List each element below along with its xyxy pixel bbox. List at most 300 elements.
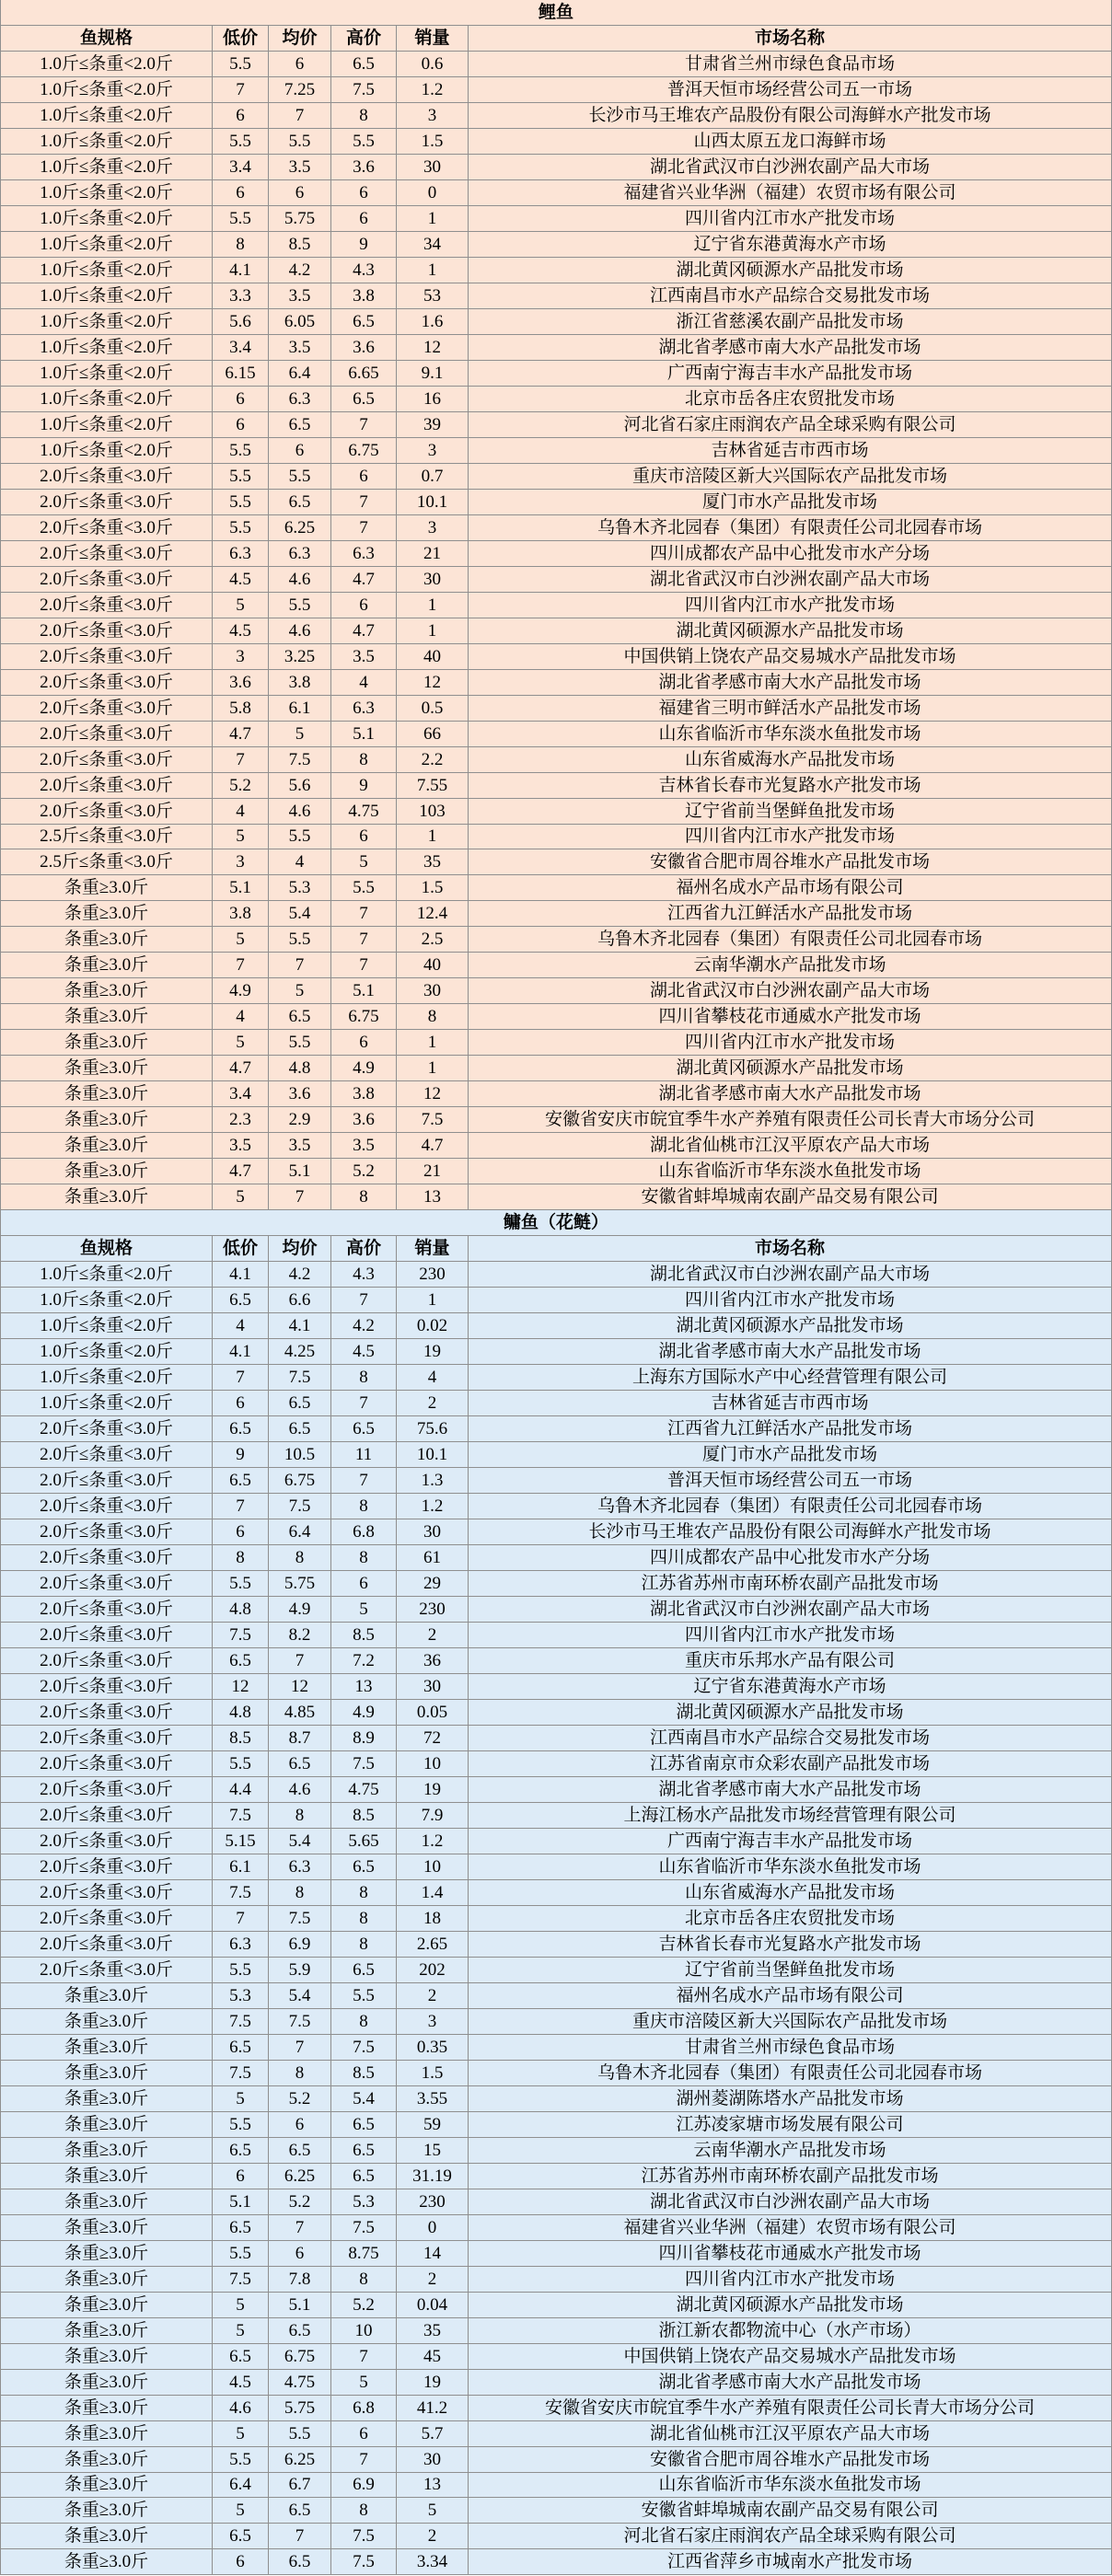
avg-price-cell: 5.5 [269, 2421, 331, 2446]
market-name-cell: 福建省三明市鲜活水产品批发市场 [658, 698, 921, 718]
spec-cell: 1.0斤≤条重<2.0斤 [1, 1391, 213, 1415]
volume-cell: 0.04 [397, 2293, 469, 2317]
market-name-cell: 福州名成水产品市场有限公司 [676, 1985, 904, 2005]
low-price-cell: 7 [213, 1906, 269, 1931]
avg-price-cell: 6 [269, 2112, 331, 2137]
low-price-cell: 7 [213, 747, 269, 772]
table-row [1, 1932, 1111, 1958]
table-row [1, 180, 1111, 206]
volume-cell: 1.6 [397, 309, 469, 334]
volume-cell: 2 [397, 1983, 469, 2008]
high-price-cell: 7 [331, 901, 397, 926]
avg-price-cell: 6.75 [269, 2344, 331, 2369]
table-row [1, 2189, 1111, 2215]
high-price-cell: 6 [331, 593, 397, 618]
high-price-cell: 7.5 [331, 1751, 397, 1776]
table-row [1, 567, 1111, 593]
volume-cell: 7.9 [397, 1803, 469, 1828]
market-name-cell: 湖北黄冈硕源水产品批发市场 [676, 260, 904, 280]
avg-price-cell: 8 [269, 1545, 331, 1570]
spec-cell: 1.0斤≤条重<2.0斤 [1, 387, 213, 411]
low-price-cell: 4.1 [213, 1339, 269, 1364]
table-row [1, 1571, 1111, 1597]
volume-cell: 0.35 [397, 2035, 469, 2060]
high-price-cell: 7 [331, 1468, 397, 1493]
high-price-cell: 6.8 [331, 2396, 397, 2420]
high-price-cell: 7 [331, 927, 397, 952]
high-price-cell: 5.65 [331, 1829, 397, 1854]
low-price-cell: 4 [213, 1004, 269, 1029]
spec-cell: 2.0斤≤条重<3.0斤 [1, 1700, 213, 1725]
table-row [1, 849, 1111, 875]
avg-price-cell: 7.5 [269, 2009, 331, 2034]
header-spec: 鱼规格 [1, 1236, 213, 1261]
table-row [1, 464, 1111, 490]
spec-cell: 条重≥3.0斤 [1, 1133, 213, 1158]
volume-cell: 103 [397, 799, 469, 824]
low-price-cell: 5.5 [213, 515, 269, 540]
high-price-cell: 3.8 [331, 1081, 397, 1106]
volume-cell: 19 [397, 1339, 469, 1364]
table-row [1, 2112, 1111, 2138]
spec-cell: 1.0斤≤条重<2.0斤 [1, 1339, 213, 1364]
volume-cell: 18 [397, 1906, 469, 1931]
table-row [1, 2138, 1111, 2164]
high-price-cell: 4.3 [331, 1262, 397, 1287]
high-price-cell: 7 [331, 953, 397, 977]
market-name-cell: 山东省威海水产品批发市场 [684, 749, 895, 769]
volume-cell: 4 [397, 1365, 469, 1390]
low-price-cell: 5.1 [213, 875, 269, 900]
table-row [1, 927, 1111, 953]
high-price-cell: 4.7 [331, 618, 397, 643]
high-price-cell: 6.5 [331, 1416, 397, 1441]
high-price-cell: 8 [331, 1184, 397, 1209]
volume-cell: 1 [397, 258, 469, 283]
table-row [1, 1184, 1111, 1210]
market-name-cell: 辽宁省东港黄海水产市场 [693, 234, 886, 254]
low-price-cell: 5 [213, 1030, 269, 1055]
avg-price-cell: 7.8 [269, 2267, 331, 2292]
spec-cell: 1.0斤≤条重<2.0斤 [1, 77, 213, 102]
avg-price-cell: 5.4 [269, 901, 331, 926]
low-price-cell: 6.5 [213, 2215, 269, 2240]
spec-cell: 2.0斤≤条重<3.0斤 [1, 1880, 213, 1905]
table-row [1, 515, 1111, 541]
high-price-cell: 8 [331, 2267, 397, 2292]
low-price-cell: 6 [213, 1391, 269, 1415]
volume-cell: 45 [397, 2344, 469, 2369]
high-price-cell: 6.9 [331, 2473, 397, 2498]
market-name-cell: 湖北省仙桃市江汉平原农产品大市场 [649, 2423, 930, 2443]
high-price-cell: 10 [331, 2318, 397, 2343]
market-name-cell: 山东省临沂市华东淡水鱼批发市场 [658, 1161, 921, 1182]
volume-cell: 16 [397, 387, 469, 411]
market-name-cell: 辽宁省东港黄海水产市场 [693, 1676, 886, 1696]
high-price-cell: 6 [331, 180, 397, 205]
avg-price-cell: 5.75 [269, 2396, 331, 2420]
spec-cell: 条重≥3.0斤 [1, 2138, 213, 2163]
avg-price-cell: 3.5 [269, 335, 331, 360]
avg-price-cell: 7 [269, 2215, 331, 2240]
spec-cell: 2.0斤≤条重<3.0斤 [1, 644, 213, 669]
low-price-cell: 7.5 [213, 2061, 269, 2085]
avg-price-cell: 5.75 [269, 206, 331, 231]
table-row [1, 387, 1111, 412]
header-market-name: 市场名称 [754, 1239, 825, 1259]
volume-cell: 230 [397, 1262, 469, 1287]
low-price-cell: 5.5 [213, 2112, 269, 2137]
low-price-cell: 5.5 [213, 438, 269, 463]
avg-price-cell: 4.6 [269, 567, 331, 592]
high-price-cell: 5 [331, 849, 397, 874]
low-price-cell: 4.7 [213, 1159, 269, 1184]
market-name-cell: 安徽省蚌埠城南农副产品交易有限公司 [641, 2501, 939, 2521]
low-price-cell: 4 [213, 1313, 269, 1338]
table-row [1, 2086, 1111, 2112]
table-row [1, 1056, 1111, 1081]
market-name-cell: 湖北省武汉市白沙洲农副产品大市场 [649, 569, 930, 589]
table-row [1, 1726, 1111, 1751]
low-price-cell: 6.5 [213, 1288, 269, 1312]
table-row [1, 438, 1111, 464]
high-price-cell: 3.5 [331, 644, 397, 669]
table-row [1, 412, 1111, 438]
avg-price-cell: 6 [269, 438, 331, 463]
volume-cell: 19 [397, 1777, 469, 1802]
low-price-cell: 5 [213, 825, 269, 849]
volume-cell: 3.55 [397, 2086, 469, 2111]
avg-price-cell: 6.5 [269, 490, 331, 514]
avg-price-cell: 8.5 [269, 232, 331, 257]
header-volume: 销量 [397, 1236, 469, 1261]
table-row [1, 2344, 1111, 2370]
volume-cell: 40 [397, 953, 469, 977]
market-name-cell: 四川省内江市水产批发市场 [684, 826, 895, 847]
table-row [1, 335, 1111, 361]
table-row [1, 2318, 1111, 2344]
carp-section [1, 0, 1111, 1210]
volume-cell: 1 [397, 1288, 469, 1312]
low-price-cell: 3.3 [213, 283, 269, 308]
low-price-cell: 7.5 [213, 1803, 269, 1828]
spec-cell: 1.0斤≤条重<2.0斤 [1, 180, 213, 205]
avg-price-cell: 7 [269, 2524, 331, 2548]
high-price-cell: 8 [331, 1545, 397, 1570]
market-name-cell: 普洱天恒市场经营公司五一市场 [666, 1471, 912, 1491]
header-high-price: 高价 [331, 26, 397, 51]
low-price-cell: 5.5 [213, 1958, 269, 1982]
table-row [1, 670, 1111, 696]
volume-cell: 40 [397, 644, 469, 669]
table-row [1, 1674, 1111, 1700]
spec-cell: 条重≥3.0斤 [1, 2164, 213, 2189]
low-price-cell: 5.5 [213, 2447, 269, 2472]
market-name-cell: 四川省攀枝花市通威水产批发市场 [658, 2243, 921, 2263]
volume-cell: 53 [397, 283, 469, 308]
spec-cell: 条重≥3.0斤 [1, 1056, 213, 1080]
low-price-cell: 5 [213, 593, 269, 618]
table-row [1, 1391, 1111, 1416]
low-price-cell: 3.4 [213, 155, 269, 179]
avg-price-cell: 3.5 [269, 1133, 331, 1158]
volume-cell: 30 [397, 155, 469, 179]
high-price-cell: 8 [331, 1880, 397, 1905]
header-spec: 鱼规格 [1, 26, 213, 51]
low-price-cell: 5.5 [213, 1751, 269, 1776]
table-row [1, 799, 1111, 825]
market-name-cell: 江西省九江鲜活水产品批发市场 [666, 1419, 912, 1439]
spec-cell: 2.0斤≤条重<3.0斤 [1, 670, 213, 695]
volume-cell: 1 [397, 825, 469, 849]
volume-cell: 1.2 [397, 1494, 469, 1519]
avg-price-cell: 5.5 [269, 825, 331, 849]
high-price-cell: 7.5 [331, 2524, 397, 2548]
header-low-price: 低价 [213, 1236, 269, 1261]
market-name-cell: 湖北省武汉市白沙洲农副产品大市场 [649, 981, 930, 1001]
market-name-cell: 福州名成水产品市场有限公司 [676, 878, 904, 898]
volume-cell: 59 [397, 2112, 469, 2137]
market-name-cell: 山东省临沂市华东淡水鱼批发市场 [658, 1856, 921, 1877]
volume-cell: 29 [397, 1571, 469, 1596]
market-name-cell: 长沙市马王堆农产品股份有限公司海鲜水产批发市场 [588, 1522, 991, 1542]
low-price-cell: 4.1 [213, 1262, 269, 1287]
table-row [1, 232, 1111, 258]
high-price-cell: 8.75 [331, 2241, 397, 2266]
volume-cell: 2.65 [397, 1932, 469, 1957]
table-row [1, 901, 1111, 927]
market-name-cell: 福建省兴业华洲（福建）农贸市场有限公司 [623, 182, 956, 202]
high-price-cell: 5.3 [331, 2189, 397, 2214]
volume-cell: 0.05 [397, 1700, 469, 1725]
spec-cell: 1.0斤≤条重<2.0斤 [1, 206, 213, 231]
volume-cell: 1 [397, 1030, 469, 1055]
section-title: 鲤鱼 [1, 0, 1111, 26]
avg-price-cell: 5.5 [269, 927, 331, 952]
spec-cell: 2.0斤≤条重<3.0斤 [1, 515, 213, 540]
volume-cell: 1.5 [397, 875, 469, 900]
avg-price-cell: 5.2 [269, 2189, 331, 2214]
low-price-cell: 2.3 [213, 1107, 269, 1132]
market-name-cell: 乌鲁木齐北园春（集团）有限责任公司北园春市场 [597, 930, 982, 950]
spec-cell: 2.0斤≤条重<3.0斤 [1, 1442, 213, 1467]
low-price-cell: 7.5 [213, 1623, 269, 1647]
avg-price-cell: 4.2 [269, 1262, 331, 1287]
high-price-cell: 3.6 [331, 155, 397, 179]
table-row [1, 1442, 1111, 1468]
spec-cell: 条重≥3.0斤 [1, 2421, 213, 2446]
volume-cell: 21 [397, 541, 469, 566]
high-price-cell: 5.5 [331, 1983, 397, 2008]
avg-price-cell: 8 [269, 1803, 331, 1828]
spec-cell: 条重≥3.0斤 [1, 1081, 213, 1106]
market-name-cell: 湖北省孝感市南大水产品批发市场 [658, 672, 921, 692]
spec-cell: 2.0斤≤条重<3.0斤 [1, 1571, 213, 1596]
avg-price-cell: 4 [269, 849, 331, 874]
avg-price-cell: 7.5 [269, 1365, 331, 1390]
high-price-cell: 6.75 [331, 1004, 397, 1029]
table-row [1, 1030, 1111, 1056]
high-price-cell: 4 [331, 670, 397, 695]
high-price-cell: 7.5 [331, 2549, 397, 2574]
market-name-cell: 乌鲁木齐北园春（集团）有限责任公司北园春市场 [597, 517, 982, 537]
avg-price-cell: 3.5 [269, 283, 331, 308]
low-price-cell: 3.4 [213, 1081, 269, 1106]
market-name-cell: 北京市岳各庄农贸批发市场 [684, 1908, 895, 1928]
spec-cell: 条重≥3.0斤 [1, 2344, 213, 2369]
avg-price-cell: 4.6 [269, 799, 331, 824]
low-price-cell: 5.5 [213, 2241, 269, 2266]
low-price-cell: 5.5 [213, 206, 269, 231]
low-price-cell: 4.9 [213, 978, 269, 1003]
low-price-cell: 8 [213, 1545, 269, 1570]
low-price-cell: 6 [213, 2164, 269, 2189]
avg-price-cell: 4.8 [269, 1056, 331, 1080]
market-name-cell: 湖北省武汉市白沙洲农副产品大市场 [649, 2191, 930, 2212]
high-price-cell: 11 [331, 1442, 397, 1467]
spec-cell: 条重≥3.0斤 [1, 2293, 213, 2317]
market-name-cell: 四川省攀枝花市通威水产批发市场 [658, 1007, 921, 1027]
market-name-cell: 浙江省慈溪农副产品批发市场 [676, 311, 904, 331]
low-price-cell: 5.8 [213, 696, 269, 721]
volume-cell: 72 [397, 1726, 469, 1750]
volume-cell: 1.3 [397, 1468, 469, 1493]
volume-cell: 15 [397, 2138, 469, 2163]
spec-cell: 2.0斤≤条重<3.0斤 [1, 747, 213, 772]
low-price-cell: 5.5 [213, 490, 269, 514]
volume-cell: 230 [397, 2189, 469, 2214]
high-price-cell: 6 [331, 825, 397, 849]
spec-cell: 1.0斤≤条重<2.0斤 [1, 335, 213, 360]
header-low-price: 低价 [213, 26, 269, 51]
market-name-cell: 重庆市涪陵区新大兴国际农产品批发市场 [631, 466, 947, 486]
avg-price-cell: 6.75 [269, 1468, 331, 1493]
volume-cell: 3 [397, 515, 469, 540]
spec-cell: 2.0斤≤条重<3.0斤 [1, 1854, 213, 1879]
spec-cell: 条重≥3.0斤 [1, 1159, 213, 1184]
spec-cell: 条重≥3.0斤 [1, 2473, 213, 2498]
avg-price-cell: 7.5 [269, 747, 331, 772]
spec-cell: 条重≥3.0斤 [1, 1004, 213, 1029]
low-price-cell: 6.3 [213, 1932, 269, 1957]
table-row [1, 1416, 1111, 1442]
volume-cell: 3 [397, 103, 469, 128]
table-row [1, 541, 1111, 567]
header-high-price: 高价 [331, 1236, 397, 1261]
volume-cell: 1.2 [397, 77, 469, 102]
table-row [1, 773, 1111, 799]
spec-cell: 条重≥3.0斤 [1, 2447, 213, 2472]
market-name-cell: 云南华潮水产品批发市场 [693, 2140, 886, 2160]
spec-cell: 条重≥3.0斤 [1, 875, 213, 900]
low-price-cell: 4.7 [213, 1056, 269, 1080]
avg-price-cell: 7 [269, 1184, 331, 1209]
table-row [1, 2035, 1111, 2061]
avg-price-cell: 5.2 [269, 2086, 331, 2111]
spec-cell: 条重≥3.0斤 [1, 2215, 213, 2240]
high-price-cell: 7 [331, 2447, 397, 2472]
table-row [1, 206, 1111, 232]
avg-price-cell: 3.5 [269, 155, 331, 179]
table-row [1, 2293, 1111, 2318]
spec-cell: 2.0斤≤条重<3.0斤 [1, 773, 213, 798]
table-row [1, 155, 1111, 180]
volume-cell: 3 [397, 438, 469, 463]
spec-cell: 条重≥3.0斤 [1, 2396, 213, 2420]
table-row [1, 2421, 1111, 2447]
market-name-cell: 吉林省长春市光复路水产批发市场 [658, 775, 921, 795]
avg-price-cell: 5 [269, 978, 331, 1003]
avg-price-cell: 6.5 [269, 2138, 331, 2163]
spec-cell: 2.0斤≤条重<3.0斤 [1, 722, 213, 746]
avg-price-cell: 6 [269, 52, 331, 76]
market-name-cell: 江苏省南京市众彩农副产品批发市场 [649, 1753, 930, 1773]
table-row [1, 2241, 1111, 2267]
market-name-cell: 湖北省武汉市白沙洲农副产品大市场 [649, 156, 930, 177]
volume-cell: 1.5 [397, 2061, 469, 2085]
avg-price-cell: 3.8 [269, 670, 331, 695]
spec-cell: 2.0斤≤条重<3.0斤 [1, 1829, 213, 1854]
market-name-cell: 四川省内江市水产批发市场 [684, 208, 895, 228]
high-price-cell: 6.5 [331, 309, 397, 334]
table-row [1, 2215, 1111, 2241]
spec-cell: 条重≥3.0斤 [1, 2061, 213, 2085]
high-price-cell: 3.6 [331, 335, 397, 360]
high-price-cell: 6.5 [331, 1958, 397, 1982]
high-price-cell: 7 [331, 412, 397, 437]
low-price-cell: 3 [213, 644, 269, 669]
spec-cell: 2.0斤≤条重<3.0斤 [1, 1597, 213, 1622]
market-name-cell: 江西南昌市水产品综合交易批发市场 [649, 1727, 930, 1748]
high-price-cell: 4.3 [331, 258, 397, 283]
market-name-cell: 乌鲁木齐北园春（集团）有限责任公司北园春市场 [597, 2062, 982, 2083]
table-row [1, 2009, 1111, 2035]
spec-cell: 条重≥3.0斤 [1, 2086, 213, 2111]
header-row [1, 26, 1111, 52]
volume-cell: 1 [397, 206, 469, 231]
low-price-cell: 5 [213, 2086, 269, 2111]
volume-cell: 0 [397, 2215, 469, 2240]
market-name-cell: 湖北黄冈硕源水产品批发市场 [676, 1316, 904, 1336]
volume-cell: 75.6 [397, 1416, 469, 1441]
volume-cell: 21 [397, 1159, 469, 1184]
avg-price-cell: 8 [269, 2061, 331, 2085]
avg-price-cell: 6 [269, 180, 331, 205]
avg-price-cell: 12 [269, 1674, 331, 1699]
table-row [1, 2447, 1111, 2473]
low-price-cell: 6.5 [213, 1468, 269, 1493]
avg-price-cell: 6.5 [269, 2318, 331, 2343]
avg-price-cell: 7.5 [269, 1906, 331, 1931]
low-price-cell: 6.5 [213, 2138, 269, 2163]
low-price-cell: 6 [213, 2549, 269, 2574]
low-price-cell: 3 [213, 849, 269, 874]
volume-cell: 12.4 [397, 901, 469, 926]
table-row [1, 953, 1111, 978]
low-price-cell: 6.5 [213, 1416, 269, 1441]
table-row [1, 361, 1111, 387]
market-name-cell: 四川省内江市水产批发市场 [684, 595, 895, 615]
table-row [1, 1880, 1111, 1906]
low-price-cell: 3.4 [213, 335, 269, 360]
low-price-cell: 4.8 [213, 1700, 269, 1725]
avg-price-cell: 3.6 [269, 1081, 331, 1106]
market-name-cell: 江苏省苏州市南环桥农副产品批发市场 [641, 2166, 939, 2186]
avg-price-cell: 5.9 [269, 1958, 331, 1982]
high-price-cell: 6.5 [331, 2164, 397, 2189]
volume-cell: 14 [397, 2241, 469, 2266]
spec-cell: 1.0斤≤条重<2.0斤 [1, 412, 213, 437]
